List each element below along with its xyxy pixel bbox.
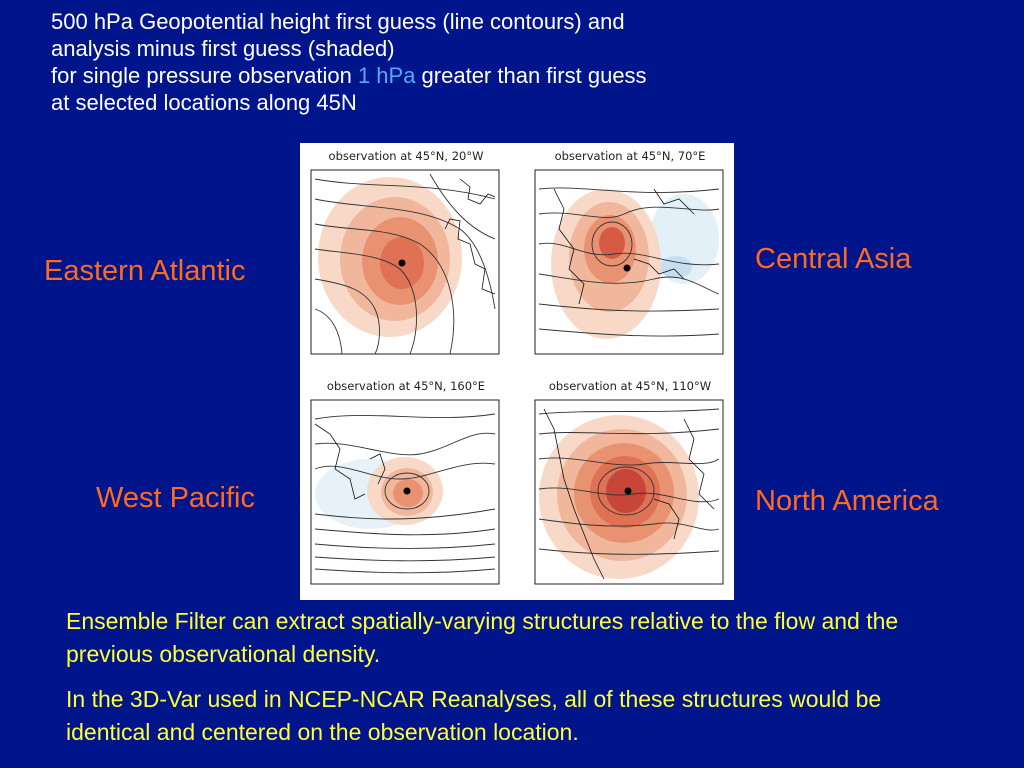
panel-title: observation at 45°N, 70°E [554, 149, 706, 163]
bottom-paragraph-1: Ensemble Filter can extract spatially-varying structures relative to the flow and the previous observational density. [66, 608, 899, 667]
panel-north-america [534, 373, 726, 603]
label-central-asia: Central Asia [755, 243, 912, 275]
title-line-3-start: for single pressure observation [51, 63, 358, 88]
label-eastern-atlantic: Eastern Atlantic [44, 255, 246, 287]
observation-marker [625, 488, 632, 495]
panel-title: observation at 45°N, 160°E [326, 379, 486, 393]
observation-marker [399, 260, 406, 267]
label-west-pacific: West Pacific [96, 482, 256, 514]
panel-eastern-atlantic [310, 143, 502, 373]
label-north-america: North America [755, 485, 939, 517]
slide-title [51, 8, 851, 116]
observation-marker [624, 265, 631, 272]
title-line-2: analysis minus first guess (shaded) [51, 36, 395, 61]
panel-title: observation at 45°N, 110°W [548, 379, 712, 393]
panel-title: observation at 45°N, 20°W [328, 149, 484, 163]
title-line-3 [51, 62, 851, 89]
analysis-figure [300, 143, 734, 600]
increment-shading [318, 177, 462, 337]
title-line-3-end: greater than first guess [415, 63, 647, 88]
map-west-pacific [310, 399, 500, 585]
map-eastern-atlantic [310, 169, 500, 355]
map-central-asia [534, 169, 724, 355]
panel-west-pacific [310, 373, 502, 603]
bottom-paragraph-2: In the 3D-Var used in NCEP-NCAR Reanalyses, all of these structures would be identical and centered on the observation location. [66, 686, 882, 745]
observation-marker [404, 488, 411, 495]
title-line-1: 500 hPa Geopotential height first guess (line contours) and [51, 9, 625, 34]
map-north-america [534, 399, 724, 585]
title-line-4: at selected locations along 45N [51, 90, 357, 115]
title-highlight: 1 hPa [357, 63, 416, 88]
panel-central-asia [534, 143, 726, 373]
